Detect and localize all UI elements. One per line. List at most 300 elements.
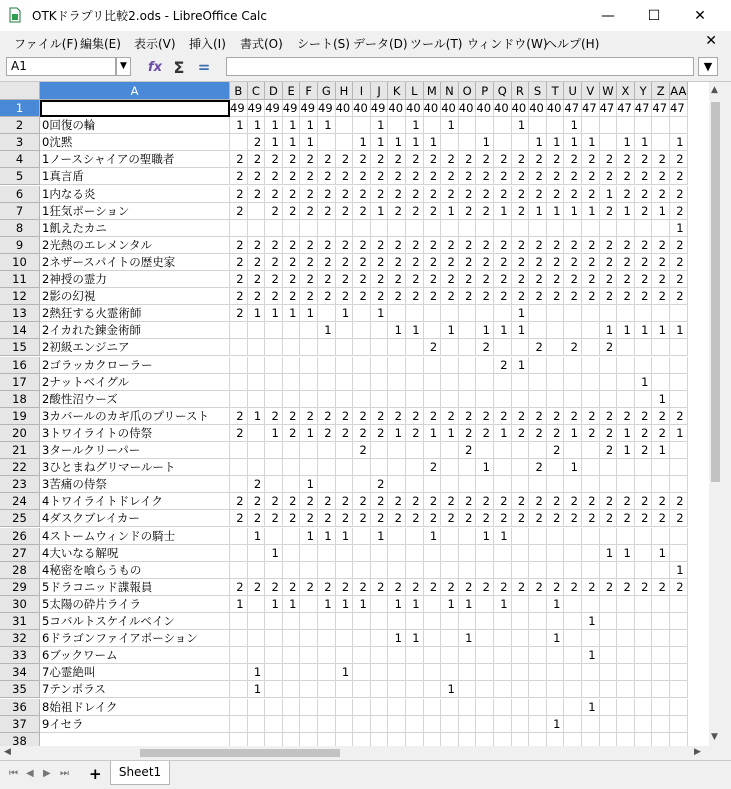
cell-F26[interactable]: 1 (300, 528, 318, 545)
cell-K35[interactable] (388, 681, 406, 698)
minimize-button[interactable]: — (601, 7, 615, 24)
cell-T20[interactable]: 2 (547, 425, 565, 442)
cell-U18[interactable] (564, 391, 582, 408)
cell-S33[interactable] (529, 647, 547, 664)
cell-Q13[interactable] (494, 305, 512, 322)
name-box-dropdown-icon[interactable]: ▼ (116, 57, 131, 76)
cell-H12[interactable]: 2 (336, 288, 354, 305)
cell-N2[interactable]: 1 (441, 117, 459, 134)
cell-K1[interactable]: 40 (388, 100, 406, 117)
column-header-G[interactable]: G (318, 82, 336, 100)
cell-U15[interactable]: 2 (564, 339, 582, 356)
cell-A5[interactable]: 1真言盾 (40, 168, 230, 185)
cell-B31[interactable] (230, 613, 248, 630)
cell-C16[interactable] (248, 357, 266, 374)
sheet-tab-sheet1[interactable]: Sheet1 (110, 761, 170, 785)
cell-J17[interactable] (371, 374, 389, 391)
cell-A28[interactable]: 4秘密を喰らうもの (40, 562, 230, 579)
cell-W7[interactable]: 2 (600, 203, 618, 220)
cell-W24[interactable]: 2 (600, 493, 618, 510)
cell-F29[interactable]: 2 (300, 579, 318, 596)
cell-Q7[interactable]: 1 (494, 203, 512, 220)
cell-W27[interactable]: 1 (600, 545, 618, 562)
cell-W2[interactable] (600, 117, 618, 134)
cell-B3[interactable] (230, 134, 248, 151)
cell-H26[interactable]: 1 (336, 528, 354, 545)
cell-C35[interactable]: 1 (248, 681, 266, 698)
cell-Z2[interactable] (652, 117, 670, 134)
cell-W25[interactable]: 2 (600, 510, 618, 527)
cell-Q14[interactable]: 1 (494, 322, 512, 339)
cell-M24[interactable]: 2 (424, 493, 442, 510)
row-header-5[interactable]: 5 (0, 168, 40, 185)
cell-J23[interactable]: 2 (371, 476, 389, 493)
cell-U4[interactable]: 2 (564, 151, 582, 168)
cell-F33[interactable] (300, 647, 318, 664)
cell-J36[interactable] (371, 699, 389, 716)
cell-N38[interactable] (441, 733, 459, 746)
cell-B25[interactable]: 2 (230, 510, 248, 527)
cell-S8[interactable] (529, 220, 547, 237)
row-header-28[interactable]: 28 (0, 562, 40, 579)
column-header-J[interactable]: J (371, 82, 389, 100)
cell-T35[interactable] (547, 681, 565, 698)
cell-Z16[interactable] (652, 357, 670, 374)
cell-N16[interactable] (441, 357, 459, 374)
cell-O37[interactable] (459, 716, 477, 733)
cell-E7[interactable]: 2 (283, 203, 301, 220)
cell-D5[interactable]: 2 (265, 168, 283, 185)
cell-L11[interactable]: 2 (406, 271, 424, 288)
cell-Z29[interactable]: 2 (652, 579, 670, 596)
cell-G13[interactable] (318, 305, 336, 322)
cell-A14[interactable]: 2イカれた錬金術師 (40, 322, 230, 339)
cell-AA19[interactable]: 2 (670, 408, 688, 425)
cell-W3[interactable] (600, 134, 618, 151)
cell-M21[interactable] (424, 442, 442, 459)
cell-W26[interactable] (600, 528, 618, 545)
row-header-9[interactable]: 9 (0, 237, 40, 254)
row-header-37[interactable]: 37 (0, 716, 40, 733)
cell-H18[interactable] (336, 391, 354, 408)
cell-M13[interactable] (424, 305, 442, 322)
cell-Y38[interactable] (635, 733, 653, 746)
cell-U25[interactable]: 2 (564, 510, 582, 527)
next-sheet-icon[interactable]: ▶ (43, 768, 51, 779)
cell-P4[interactable]: 2 (476, 151, 494, 168)
cell-G5[interactable]: 2 (318, 168, 336, 185)
cell-X7[interactable]: 1 (617, 203, 635, 220)
cell-M18[interactable] (424, 391, 442, 408)
cell-C7[interactable] (248, 203, 266, 220)
cell-G4[interactable]: 2 (318, 151, 336, 168)
cell-Q36[interactable] (494, 699, 512, 716)
cell-F12[interactable]: 2 (300, 288, 318, 305)
cell-F14[interactable] (300, 322, 318, 339)
cell-M32[interactable] (424, 630, 442, 647)
cell-N27[interactable] (441, 545, 459, 562)
cell-C6[interactable]: 2 (248, 186, 266, 203)
cell-O7[interactable]: 2 (459, 203, 477, 220)
cell-U1[interactable]: 47 (564, 100, 582, 117)
cell-I34[interactable] (353, 664, 371, 681)
cell-K23[interactable] (388, 476, 406, 493)
row-header-6[interactable]: 6 (0, 186, 40, 203)
cell-P33[interactable] (476, 647, 494, 664)
cell-F18[interactable] (300, 391, 318, 408)
cell-G6[interactable]: 2 (318, 186, 336, 203)
cell-V3[interactable]: 1 (582, 134, 600, 151)
cell-P36[interactable] (476, 699, 494, 716)
cell-Q1[interactable]: 40 (494, 100, 512, 117)
cell-H23[interactable] (336, 476, 354, 493)
cell-V33[interactable]: 1 (582, 647, 600, 664)
cell-R23[interactable] (512, 476, 530, 493)
cell-R12[interactable]: 2 (512, 288, 530, 305)
cell-B6[interactable]: 2 (230, 186, 248, 203)
cell-E21[interactable] (283, 442, 301, 459)
cell-L30[interactable]: 1 (406, 596, 424, 613)
cell-U3[interactable]: 1 (564, 134, 582, 151)
cell-V9[interactable]: 2 (582, 237, 600, 254)
cell-Z25[interactable]: 2 (652, 510, 670, 527)
cell-S15[interactable]: 2 (529, 339, 547, 356)
cell-D21[interactable] (265, 442, 283, 459)
cell-H5[interactable]: 2 (336, 168, 354, 185)
cell-N25[interactable]: 2 (441, 510, 459, 527)
cell-L37[interactable] (406, 716, 424, 733)
name-box[interactable]: A1 (6, 57, 116, 76)
cell-W35[interactable] (600, 681, 618, 698)
cell-Y35[interactable] (635, 681, 653, 698)
cell-K31[interactable] (388, 613, 406, 630)
cell-U2[interactable]: 1 (564, 117, 582, 134)
cell-M30[interactable] (424, 596, 442, 613)
row-header-25[interactable]: 25 (0, 510, 40, 527)
cell-R19[interactable]: 2 (512, 408, 530, 425)
cell-AA35[interactable] (670, 681, 688, 698)
cell-T19[interactable]: 2 (547, 408, 565, 425)
cell-T22[interactable] (547, 459, 565, 476)
cell-AA31[interactable] (670, 613, 688, 630)
column-header-W[interactable]: W (600, 82, 618, 100)
column-header-F[interactable]: F (300, 82, 318, 100)
cell-AA11[interactable]: 2 (670, 271, 688, 288)
cell-K21[interactable] (388, 442, 406, 459)
cell-D30[interactable]: 1 (265, 596, 283, 613)
cell-N34[interactable] (441, 664, 459, 681)
cell-R27[interactable] (512, 545, 530, 562)
cell-N10[interactable]: 2 (441, 254, 459, 271)
function-wizard-icon[interactable]: fx (147, 59, 163, 75)
cell-T5[interactable]: 2 (547, 168, 565, 185)
cell-X16[interactable] (617, 357, 635, 374)
cell-S9[interactable]: 2 (529, 237, 547, 254)
previous-sheet-icon[interactable]: ◀ (26, 768, 34, 779)
cell-AA17[interactable] (670, 374, 688, 391)
cell-H27[interactable] (336, 545, 354, 562)
cell-L25[interactable]: 2 (406, 510, 424, 527)
cell-T9[interactable]: 2 (547, 237, 565, 254)
cell-V16[interactable] (582, 357, 600, 374)
cell-Q12[interactable]: 2 (494, 288, 512, 305)
cell-B19[interactable]: 2 (230, 408, 248, 425)
cell-Z15[interactable] (652, 339, 670, 356)
cell-AA14[interactable]: 1 (670, 322, 688, 339)
cell-R13[interactable]: 1 (512, 305, 530, 322)
cell-G31[interactable] (318, 613, 336, 630)
cell-H36[interactable] (336, 699, 354, 716)
cell-Q34[interactable] (494, 664, 512, 681)
cell-O17[interactable] (459, 374, 477, 391)
cell-O13[interactable] (459, 305, 477, 322)
cell-H32[interactable] (336, 630, 354, 647)
row-header-16[interactable]: 16 (0, 357, 40, 374)
cell-Q22[interactable] (494, 459, 512, 476)
cell-G22[interactable] (318, 459, 336, 476)
cell-T16[interactable] (547, 357, 565, 374)
cell-Z11[interactable]: 2 (652, 271, 670, 288)
cell-J1[interactable]: 49 (371, 100, 389, 117)
cell-P19[interactable]: 2 (476, 408, 494, 425)
document-close-icon[interactable]: ✕ (705, 33, 717, 49)
cell-L31[interactable] (406, 613, 424, 630)
scroll-down-icon[interactable]: ▼ (711, 732, 718, 742)
cell-J25[interactable]: 2 (371, 510, 389, 527)
cell-C11[interactable]: 2 (248, 271, 266, 288)
cell-L36[interactable] (406, 699, 424, 716)
cell-L2[interactable]: 1 (406, 117, 424, 134)
cell-L17[interactable] (406, 374, 424, 391)
cell-J26[interactable]: 1 (371, 528, 389, 545)
cell-AA18[interactable] (670, 391, 688, 408)
cell-A13[interactable]: 2熱狂する火霊術師 (40, 305, 230, 322)
cell-B32[interactable] (230, 630, 248, 647)
scroll-right-icon[interactable]: ▶ (694, 747, 701, 757)
cell-W34[interactable] (600, 664, 618, 681)
cell-I28[interactable] (353, 562, 371, 579)
cell-V17[interactable] (582, 374, 600, 391)
cell-AA16[interactable] (670, 357, 688, 374)
cell-Z9[interactable]: 2 (652, 237, 670, 254)
cell-Q2[interactable] (494, 117, 512, 134)
cell-P26[interactable]: 1 (476, 528, 494, 545)
cell-W29[interactable]: 2 (600, 579, 618, 596)
cell-E6[interactable]: 2 (283, 186, 301, 203)
cell-F36[interactable] (300, 699, 318, 716)
cell-Z12[interactable]: 2 (652, 288, 670, 305)
cell-D25[interactable]: 2 (265, 510, 283, 527)
cell-L10[interactable]: 2 (406, 254, 424, 271)
cell-Y15[interactable] (635, 339, 653, 356)
cell-AA5[interactable]: 2 (670, 168, 688, 185)
cell-H37[interactable] (336, 716, 354, 733)
cell-U30[interactable] (564, 596, 582, 613)
cell-O19[interactable]: 2 (459, 408, 477, 425)
cell-G37[interactable] (318, 716, 336, 733)
cell-Y36[interactable] (635, 699, 653, 716)
cell-N20[interactable]: 1 (441, 425, 459, 442)
cell-K36[interactable] (388, 699, 406, 716)
cell-V21[interactable] (582, 442, 600, 459)
cell-AA6[interactable]: 2 (670, 186, 688, 203)
cell-F22[interactable] (300, 459, 318, 476)
row-header-22[interactable]: 22 (0, 459, 40, 476)
cell-H31[interactable] (336, 613, 354, 630)
cell-O8[interactable] (459, 220, 477, 237)
cell-P31[interactable] (476, 613, 494, 630)
cell-A35[interactable]: 7テンポラス (40, 681, 230, 698)
cell-Y9[interactable]: 2 (635, 237, 653, 254)
cell-T25[interactable]: 2 (547, 510, 565, 527)
cell-Q33[interactable] (494, 647, 512, 664)
row-header-12[interactable]: 12 (0, 288, 40, 305)
cell-U17[interactable] (564, 374, 582, 391)
cell-Y33[interactable] (635, 647, 653, 664)
cell-M37[interactable] (424, 716, 442, 733)
cell-B28[interactable] (230, 562, 248, 579)
cell-N21[interactable] (441, 442, 459, 459)
cell-S18[interactable] (529, 391, 547, 408)
cell-M19[interactable]: 2 (424, 408, 442, 425)
cell-O25[interactable]: 2 (459, 510, 477, 527)
cell-R7[interactable]: 2 (512, 203, 530, 220)
cell-K6[interactable]: 2 (388, 186, 406, 203)
cell-B26[interactable] (230, 528, 248, 545)
row-header-30[interactable]: 30 (0, 596, 40, 613)
cell-S29[interactable]: 2 (529, 579, 547, 596)
cell-J15[interactable] (371, 339, 389, 356)
cell-N9[interactable]: 2 (441, 237, 459, 254)
cell-F1[interactable]: 49 (300, 100, 318, 117)
cell-W21[interactable]: 2 (600, 442, 618, 459)
menu-file[interactable]: ファイル(F) (14, 37, 79, 51)
cell-S7[interactable]: 1 (529, 203, 547, 220)
cell-AA28[interactable]: 1 (670, 562, 688, 579)
cell-U26[interactable] (564, 528, 582, 545)
cell-W8[interactable] (600, 220, 618, 237)
cell-U14[interactable] (564, 322, 582, 339)
cell-AA10[interactable]: 2 (670, 254, 688, 271)
cell-R17[interactable] (512, 374, 530, 391)
cell-O20[interactable]: 2 (459, 425, 477, 442)
cell-U12[interactable]: 2 (564, 288, 582, 305)
cell-V18[interactable] (582, 391, 600, 408)
cell-P18[interactable] (476, 391, 494, 408)
cell-S32[interactable] (529, 630, 547, 647)
cell-Z3[interactable] (652, 134, 670, 151)
cell-S23[interactable] (529, 476, 547, 493)
cell-J21[interactable] (371, 442, 389, 459)
cell-G25[interactable]: 2 (318, 510, 336, 527)
cell-O4[interactable]: 2 (459, 151, 477, 168)
cell-I8[interactable] (353, 220, 371, 237)
cell-M34[interactable] (424, 664, 442, 681)
cell-E15[interactable] (283, 339, 301, 356)
cell-K27[interactable] (388, 545, 406, 562)
cell-A17[interactable]: 2ナットベイグル (40, 374, 230, 391)
cell-I3[interactable]: 1 (353, 134, 371, 151)
cell-V23[interactable] (582, 476, 600, 493)
cell-D29[interactable]: 2 (265, 579, 283, 596)
cell-E8[interactable] (283, 220, 301, 237)
cell-H29[interactable]: 2 (336, 579, 354, 596)
cell-T36[interactable] (547, 699, 565, 716)
cell-D36[interactable] (265, 699, 283, 716)
cell-M29[interactable]: 2 (424, 579, 442, 596)
cell-U32[interactable] (564, 630, 582, 647)
cell-J29[interactable]: 2 (371, 579, 389, 596)
cell-F37[interactable] (300, 716, 318, 733)
cell-I33[interactable] (353, 647, 371, 664)
menu-sheet[interactable]: シート(S) (297, 37, 350, 51)
cell-G14[interactable]: 1 (318, 322, 336, 339)
cell-G18[interactable] (318, 391, 336, 408)
cell-C4[interactable]: 2 (248, 151, 266, 168)
cell-J4[interactable]: 2 (371, 151, 389, 168)
cell-C18[interactable] (248, 391, 266, 408)
cell-J12[interactable]: 2 (371, 288, 389, 305)
cell-Y23[interactable] (635, 476, 653, 493)
cell-O36[interactable] (459, 699, 477, 716)
cell-R5[interactable]: 2 (512, 168, 530, 185)
cell-I26[interactable] (353, 528, 371, 545)
cell-R4[interactable]: 2 (512, 151, 530, 168)
cell-K24[interactable]: 2 (388, 493, 406, 510)
cell-W9[interactable]: 2 (600, 237, 618, 254)
cell-O30[interactable]: 1 (459, 596, 477, 613)
cell-K11[interactable]: 2 (388, 271, 406, 288)
cell-N13[interactable] (441, 305, 459, 322)
cell-M4[interactable]: 2 (424, 151, 442, 168)
cell-E13[interactable]: 1 (283, 305, 301, 322)
cell-V27[interactable] (582, 545, 600, 562)
cell-K37[interactable] (388, 716, 406, 733)
column-header-U[interactable]: U (564, 82, 582, 100)
cell-E22[interactable] (283, 459, 301, 476)
cell-B15[interactable] (230, 339, 248, 356)
cell-E19[interactable]: 2 (283, 408, 301, 425)
cell-U5[interactable]: 2 (564, 168, 582, 185)
cell-Y6[interactable]: 2 (635, 186, 653, 203)
cell-Z19[interactable]: 2 (652, 408, 670, 425)
cell-M22[interactable]: 2 (424, 459, 442, 476)
cell-W32[interactable] (600, 630, 618, 647)
cell-X38[interactable] (617, 733, 635, 746)
cell-N33[interactable] (441, 647, 459, 664)
cell-Q3[interactable] (494, 134, 512, 151)
cell-P25[interactable]: 2 (476, 510, 494, 527)
cell-B22[interactable] (230, 459, 248, 476)
cell-T28[interactable] (547, 562, 565, 579)
cell-G20[interactable]: 2 (318, 425, 336, 442)
cell-Q35[interactable] (494, 681, 512, 698)
cell-L27[interactable] (406, 545, 424, 562)
cell-Z6[interactable]: 2 (652, 186, 670, 203)
cell-F11[interactable]: 2 (300, 271, 318, 288)
cell-AA30[interactable] (670, 596, 688, 613)
cell-N30[interactable]: 1 (441, 596, 459, 613)
cell-C8[interactable] (248, 220, 266, 237)
cell-B20[interactable]: 2 (230, 425, 248, 442)
cell-M36[interactable] (424, 699, 442, 716)
cell-U24[interactable]: 2 (564, 493, 582, 510)
menu-window[interactable]: ウィンドウ(W) (467, 37, 548, 51)
cell-Q29[interactable]: 2 (494, 579, 512, 596)
cell-U34[interactable] (564, 664, 582, 681)
cell-K14[interactable]: 1 (388, 322, 406, 339)
cell-G27[interactable] (318, 545, 336, 562)
